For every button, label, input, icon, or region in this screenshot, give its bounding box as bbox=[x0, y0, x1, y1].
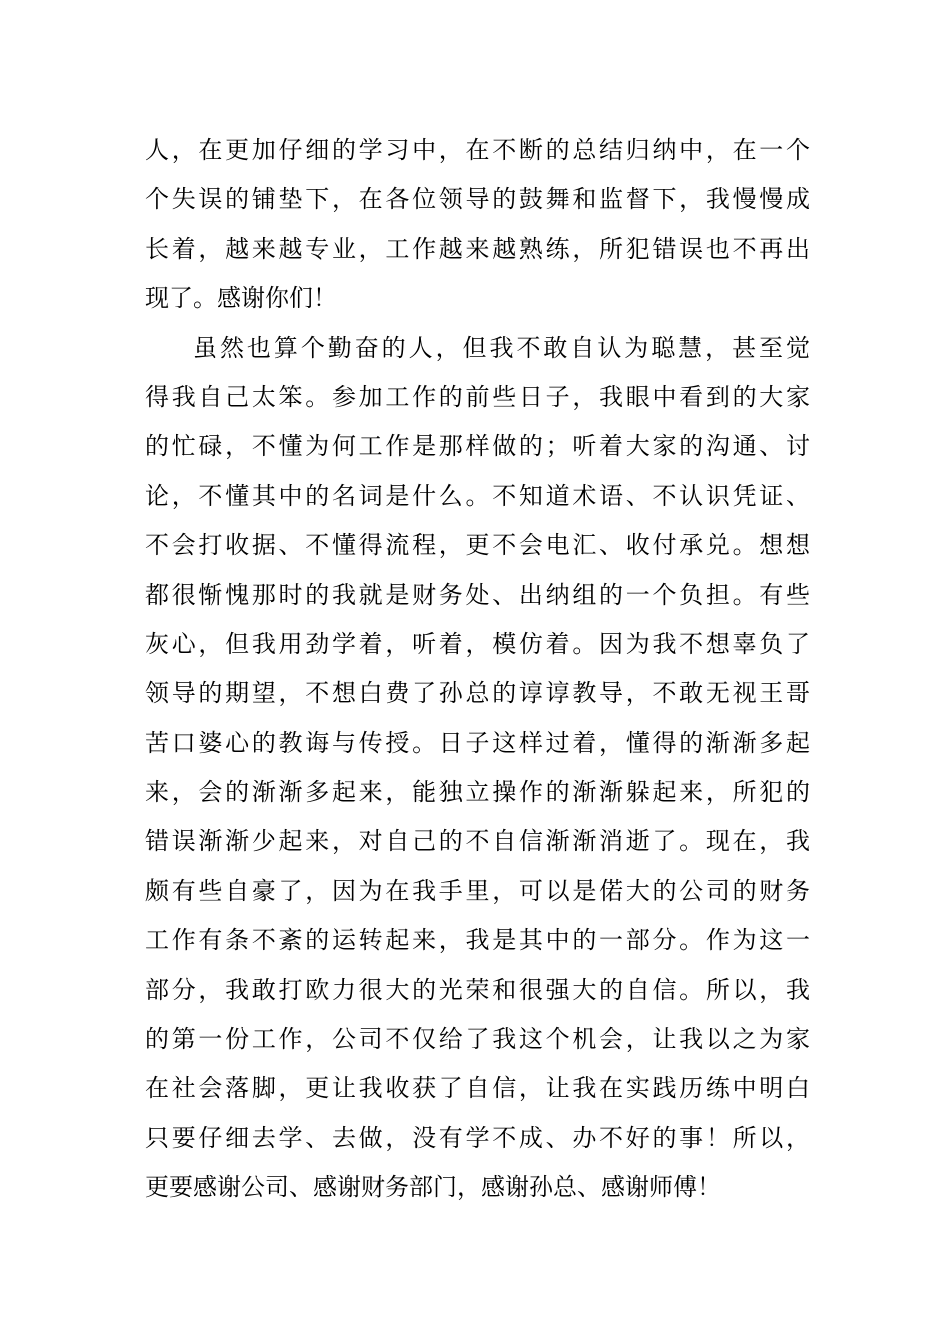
text-line: 工作有条不紊的运转起来，我是其中的一部分。作为这一 bbox=[145, 926, 810, 955]
document-body bbox=[145, 126, 810, 1213]
text-line: 部分，我敢打欧力很大的光荣和很强大的自信。所以，我 bbox=[145, 975, 810, 1004]
text-line: 更要感谢公司、感谢财务部门，感谢孙总、感谢师傅！ bbox=[145, 1173, 721, 1202]
text-line: 得我自己太笨。参加工作的前些日子，我眼中看到的大家 bbox=[145, 382, 810, 411]
text-line: 不会打收据、不懂得流程，更不会电汇、收付承兑。想想 bbox=[145, 531, 810, 560]
text-line: 来，会的渐渐多起来，能独立操作的渐渐躲起来，所犯的 bbox=[145, 778, 810, 807]
text-line: 颇有些自豪了，因为在我手里，可以是偌大的公司的财务 bbox=[145, 876, 810, 905]
text-line: 长着，越来越专业，工作越来越熟练，所犯错误也不再出 bbox=[145, 234, 810, 263]
text-line: 的第一份工作，公司不仅给了我这个机会，让我以之为家 bbox=[145, 1025, 810, 1054]
text-line: 在社会落脚，更让我收获了自信，让我在实践历练中明白 bbox=[145, 1074, 810, 1103]
text-line: 个失误的铺垫下，在各位领导的鼓舞和监督下，我慢慢成 bbox=[145, 185, 810, 214]
text-line: 论，不懂其中的名词是什么。不知道术语、不认识凭证、 bbox=[145, 481, 810, 510]
paragraph-2 bbox=[145, 324, 810, 1213]
text-line: 虽然也算个勤奋的人，但我不敢自认为聪慧，甚至觉 bbox=[193, 333, 810, 362]
text-line: 人，在更加仔细的学习中，在不断的总结归纳中，在一个 bbox=[145, 136, 810, 164]
text-line: 的忙碌，不懂为何工作是那样做的；听着大家的沟通、讨 bbox=[145, 432, 810, 461]
paragraph-1 bbox=[145, 126, 810, 324]
text-line: 都很惭愧那时的我就是财务处、出纳组的一个负担。有些 bbox=[145, 580, 810, 609]
text-line: 现了。感谢你们！ bbox=[145, 284, 337, 313]
text-line: 错误渐渐少起来，对自己的不自信渐渐消逝了。现在，我 bbox=[145, 827, 810, 856]
text-line: 领导的期望，不想白费了孙总的谆谆教导，不敢无视王哥 bbox=[145, 679, 810, 708]
text-line: 苦口婆心的教诲与传授。日子这样过着，懂得的渐渐多起 bbox=[145, 728, 810, 757]
text-line: 灰心，但我用劲学着，听着，模仿着。因为我不想辜负了 bbox=[145, 629, 810, 658]
text-line: 只要仔细去学、去做，没有学不成、办不好的事！所以， bbox=[145, 1123, 810, 1152]
